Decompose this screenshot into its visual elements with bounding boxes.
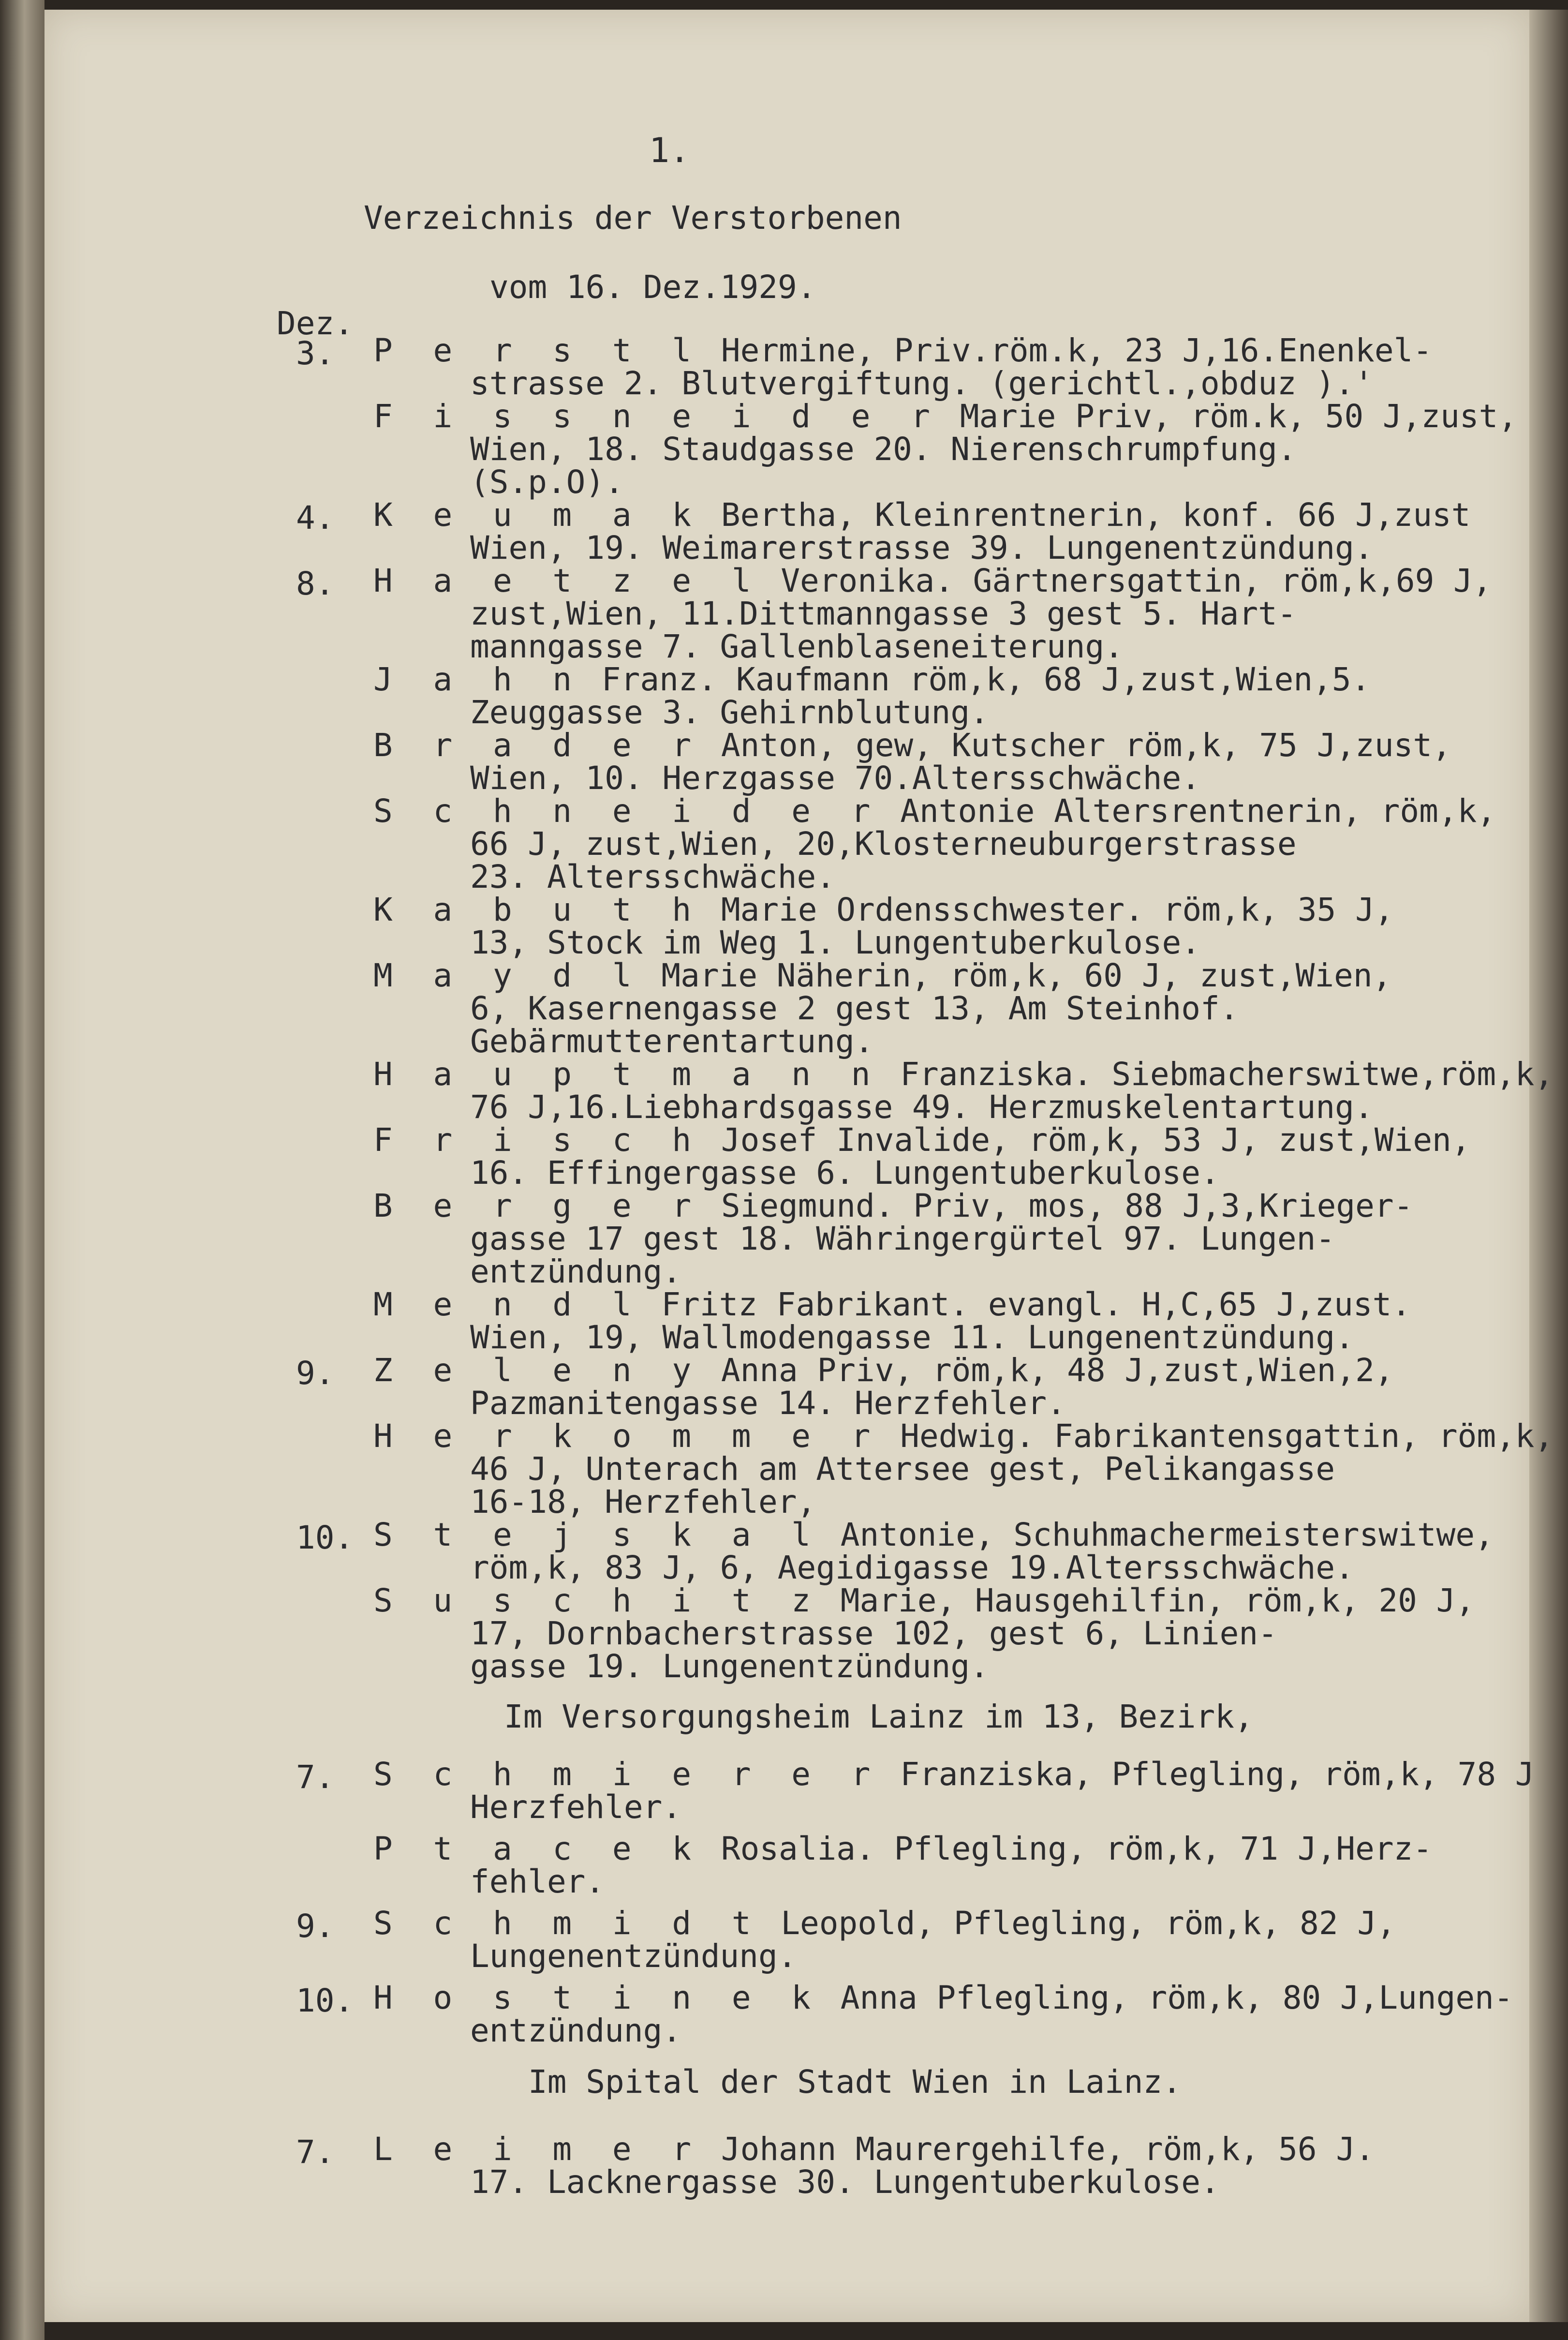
entry-surname: Z e l e n y xyxy=(373,1352,702,1389)
entry-details: Anton, gew, Kutscher röm,k, 75 J,zust, xyxy=(721,727,1451,764)
entry-details: Rosalia. Pflegling, röm,k, 71 J,Herz- xyxy=(721,1830,1433,1867)
entry-continuation-line: Wien, 18. Staudgasse 20. Nierenschrumpfung. xyxy=(470,431,1297,468)
entry-continuation-line: röm,k, 83 J, 6, Aegidigasse 19.Altersschwäche. xyxy=(470,1549,1354,1586)
entry-details: Fritz Fabrikant. evangl. H,C,65 J,zust. xyxy=(661,1286,1411,1323)
entry-surname: S c h m i d t xyxy=(373,1905,762,1942)
entry-first-line xyxy=(373,332,1433,369)
entry-first-line xyxy=(373,1352,1394,1389)
entry-first-line xyxy=(373,1582,1475,1619)
entry-continuation-line: (S.p.O). xyxy=(470,463,624,501)
entry-surname: S c h m i e r e r xyxy=(373,1756,881,1793)
entry-surname: K e u m a k xyxy=(373,496,702,534)
entry-details: Hermine, Priv.röm.k, 23 J,16.Enenkel- xyxy=(721,332,1433,369)
entry-first-line xyxy=(373,2131,1375,2168)
entry-continuation-line: 16-18, Herzfehler, xyxy=(470,1483,816,1520)
entry-continuation-line: 76 J,16.Liebhardsgasse 49. Herzmuskelentartung. xyxy=(470,1088,1374,1126)
entry-surname: F r i s c h xyxy=(373,1121,702,1159)
page-number: 1. xyxy=(649,131,690,170)
entry-details: Hedwig. Fabrikantensgattin, röm,k, xyxy=(900,1417,1554,1455)
entry-surname: J a h n xyxy=(373,661,583,698)
entry-surname: H e r k o m m e r xyxy=(373,1417,881,1455)
entry-details: Anna Priv, röm,k, 48 J,zust,Wien,2, xyxy=(721,1352,1394,1389)
entry-day: 7. xyxy=(296,2133,335,2171)
entry-surname: S c h n e i d e r xyxy=(373,792,881,830)
entry-first-line xyxy=(373,661,1371,698)
entry-continuation-line: Wien, 19, Wallmodengasse 11. Lungenentzündung. xyxy=(470,1319,1354,1356)
document-page xyxy=(44,10,1554,2322)
entry-surname: H a e t z e l xyxy=(373,562,762,599)
entry-first-line xyxy=(373,1121,1471,1159)
page-edge xyxy=(1529,10,1568,2322)
entry-first-line xyxy=(373,1756,1535,1793)
entry-continuation-line: 17. Lacknergasse 30. Lungentuberkulose. xyxy=(470,2163,1220,2201)
entry-continuation-line: 16. Effingergasse 6. Lungentuberkulose. xyxy=(470,1154,1220,1192)
entry-continuation-line: 6, Kasernengasse 2 gest 13, Am Steinhof. xyxy=(470,990,1239,1027)
entry-surname: S u s c h i t z xyxy=(373,1582,822,1619)
entry-continuation-line: entzündung. xyxy=(470,1253,682,1290)
entry-surname: K a b u t h xyxy=(373,891,702,928)
entry-continuation-line: 17, Dornbacherstrasse 102, gest 6, Linien- xyxy=(470,1615,1277,1652)
entry-continuation-line: 46 J, Unterach am Attersee gest, Pelikangasse xyxy=(470,1450,1335,1488)
entry-surname: L e i m e r xyxy=(373,2131,702,2168)
entry-details: Anna Pflegling, röm,k, 80 J,Lungen- xyxy=(840,1979,1513,2016)
entry-details: Antonie Altersrentnerin, röm,k, xyxy=(900,792,1496,830)
entry-continuation-line: manngasse 7. Gallenblaseneiterung. xyxy=(470,628,1124,665)
entry-details: Franziska. Siebmacherswitwe,röm,k, xyxy=(900,1056,1554,1093)
entry-surname: H o s t i n e k xyxy=(373,1979,822,2016)
entry-details: Siegmund. Priv, mos, 88 J,3,Krieger- xyxy=(721,1187,1413,1224)
entry-details: Veronika. Gärtnersgattin, röm,k,69 J, xyxy=(781,562,1492,599)
entry-details: Marie Näherin, röm,k, 60 J, zust,Wien, xyxy=(661,957,1392,994)
entry-continuation-line: Herzfehler. xyxy=(470,1789,682,1826)
book-binding xyxy=(0,0,44,2340)
entry-surname: S t e j s k a l xyxy=(373,1516,822,1553)
entry-surname: P e r s t l xyxy=(373,332,702,369)
entry-first-line xyxy=(373,1979,1513,2016)
entry-first-line xyxy=(373,1187,1413,1224)
entry-continuation-line: strasse 2. Blutvergiftung. (gerichtl.,obduz ).' xyxy=(470,365,1374,402)
entry-continuation-line: gasse 19. Lungenentzündung. xyxy=(470,1648,989,1685)
entry-details: Franziska, Pflegling, röm,k, 78 J xyxy=(900,1756,1535,1793)
entry-surname: B e r g e r xyxy=(373,1187,702,1224)
entry-surname: M e n d l xyxy=(373,1286,642,1323)
entry-details: Marie Priv, röm.k, 50 J,zust, xyxy=(960,398,1518,435)
entry-continuation-line: Pazmanitengasse 14. Herzfehler. xyxy=(470,1385,1066,1422)
entry-continuation-line: entzündung. xyxy=(470,2012,682,2049)
entry-day: 10. xyxy=(296,1519,354,1556)
date-line: vom 16. Dez.1929. xyxy=(489,268,816,306)
entry-first-line xyxy=(373,562,1492,599)
entry-details: Marie, Hausgehilfin, röm,k, 20 J, xyxy=(840,1582,1475,1619)
entry-continuation-line: 66 J, zust,Wien, 20,Klosterneuburgerstrasse xyxy=(470,825,1297,863)
entry-first-line xyxy=(373,792,1496,830)
entry-day: 8. xyxy=(296,565,335,602)
entry-first-line xyxy=(373,1056,1554,1093)
entry-continuation-line: 13, Stock im Weg 1. Lungentuberkulose. xyxy=(470,924,1200,961)
entry-first-line xyxy=(373,727,1451,764)
entry-first-line xyxy=(373,398,1518,435)
entry-details: Josef Invalide, röm,k, 53 J, zust,Wien, xyxy=(721,1121,1471,1159)
month-label: Dez. xyxy=(277,305,354,342)
entry-day: 9. xyxy=(296,1355,335,1392)
entry-first-line xyxy=(373,1905,1396,1942)
entry-continuation-line: Wien, 19. Weimarerstrasse 39. Lungenentzündung. xyxy=(470,529,1374,566)
entry-first-line xyxy=(373,1516,1494,1553)
entry-details: Marie Ordensschwester. röm,k, 35 J, xyxy=(721,891,1394,928)
entry-day: 4. xyxy=(296,499,335,537)
entry-continuation-line: Gebärmutterentartung. xyxy=(470,1023,874,1060)
entry-details: Franz. Kaufmann röm,k, 68 J,zust,Wien,5. xyxy=(601,661,1371,698)
entry-first-line xyxy=(373,1417,1554,1455)
section-heading-spital: Im Spital der Stadt Wien in Lainz. xyxy=(528,2063,1182,2101)
entry-day: 10. xyxy=(296,1982,354,2019)
entry-details: Johann Maurergehilfe, röm,k, 56 J. xyxy=(721,2131,1375,2168)
entry-continuation-line: Lungenentzündung. xyxy=(470,1938,797,1975)
entry-details: Antonie, Schuhmachermeisterswitwe, xyxy=(840,1516,1494,1553)
entry-first-line xyxy=(373,957,1392,994)
entry-first-line xyxy=(373,891,1394,928)
entry-continuation-line: Wien, 10. Herzgasse 70.Altersschwäche. xyxy=(470,760,1200,797)
entry-first-line xyxy=(373,496,1471,534)
entry-surname: F i s s n e i d e r xyxy=(373,398,941,435)
entry-day: 7. xyxy=(296,1759,335,1796)
entry-surname: B r a d e r xyxy=(373,727,702,764)
entry-continuation-line: zust,Wien, 11.Dittmanngasse 3 gest 5. Hart- xyxy=(470,595,1297,632)
entry-day: 3. xyxy=(296,335,335,372)
entry-surname: P t a c e k xyxy=(373,1830,702,1867)
entry-surname: H a u p t m a n n xyxy=(373,1056,881,1093)
document-content xyxy=(44,10,1554,2322)
entry-details: Bertha, Kleinrentnerin, konf. 66 J,zust xyxy=(721,496,1471,534)
entry-first-line xyxy=(373,1830,1433,1867)
entry-surname: M a y d l xyxy=(373,957,642,994)
section-heading-lainz: Im Versorgungsheim Lainz im 13, Bezirk, xyxy=(504,1698,1254,1735)
entry-continuation-line: 23. Altersschwäche. xyxy=(470,858,835,895)
entry-continuation-line: Zeuggasse 3. Gehirnblutung. xyxy=(470,694,989,731)
entry-details: Leopold, Pflegling, röm,k, 82 J, xyxy=(781,1905,1396,1942)
entry-first-line xyxy=(373,1286,1411,1323)
entry-continuation-line: gasse 17 gest 18. Währingergürtel 97. Lungen- xyxy=(470,1220,1335,1257)
entry-day: 9. xyxy=(296,1908,335,1945)
document-title: Verzeichnis der Verstorbenen xyxy=(364,199,902,237)
entry-continuation-line: fehler. xyxy=(470,1863,605,1900)
